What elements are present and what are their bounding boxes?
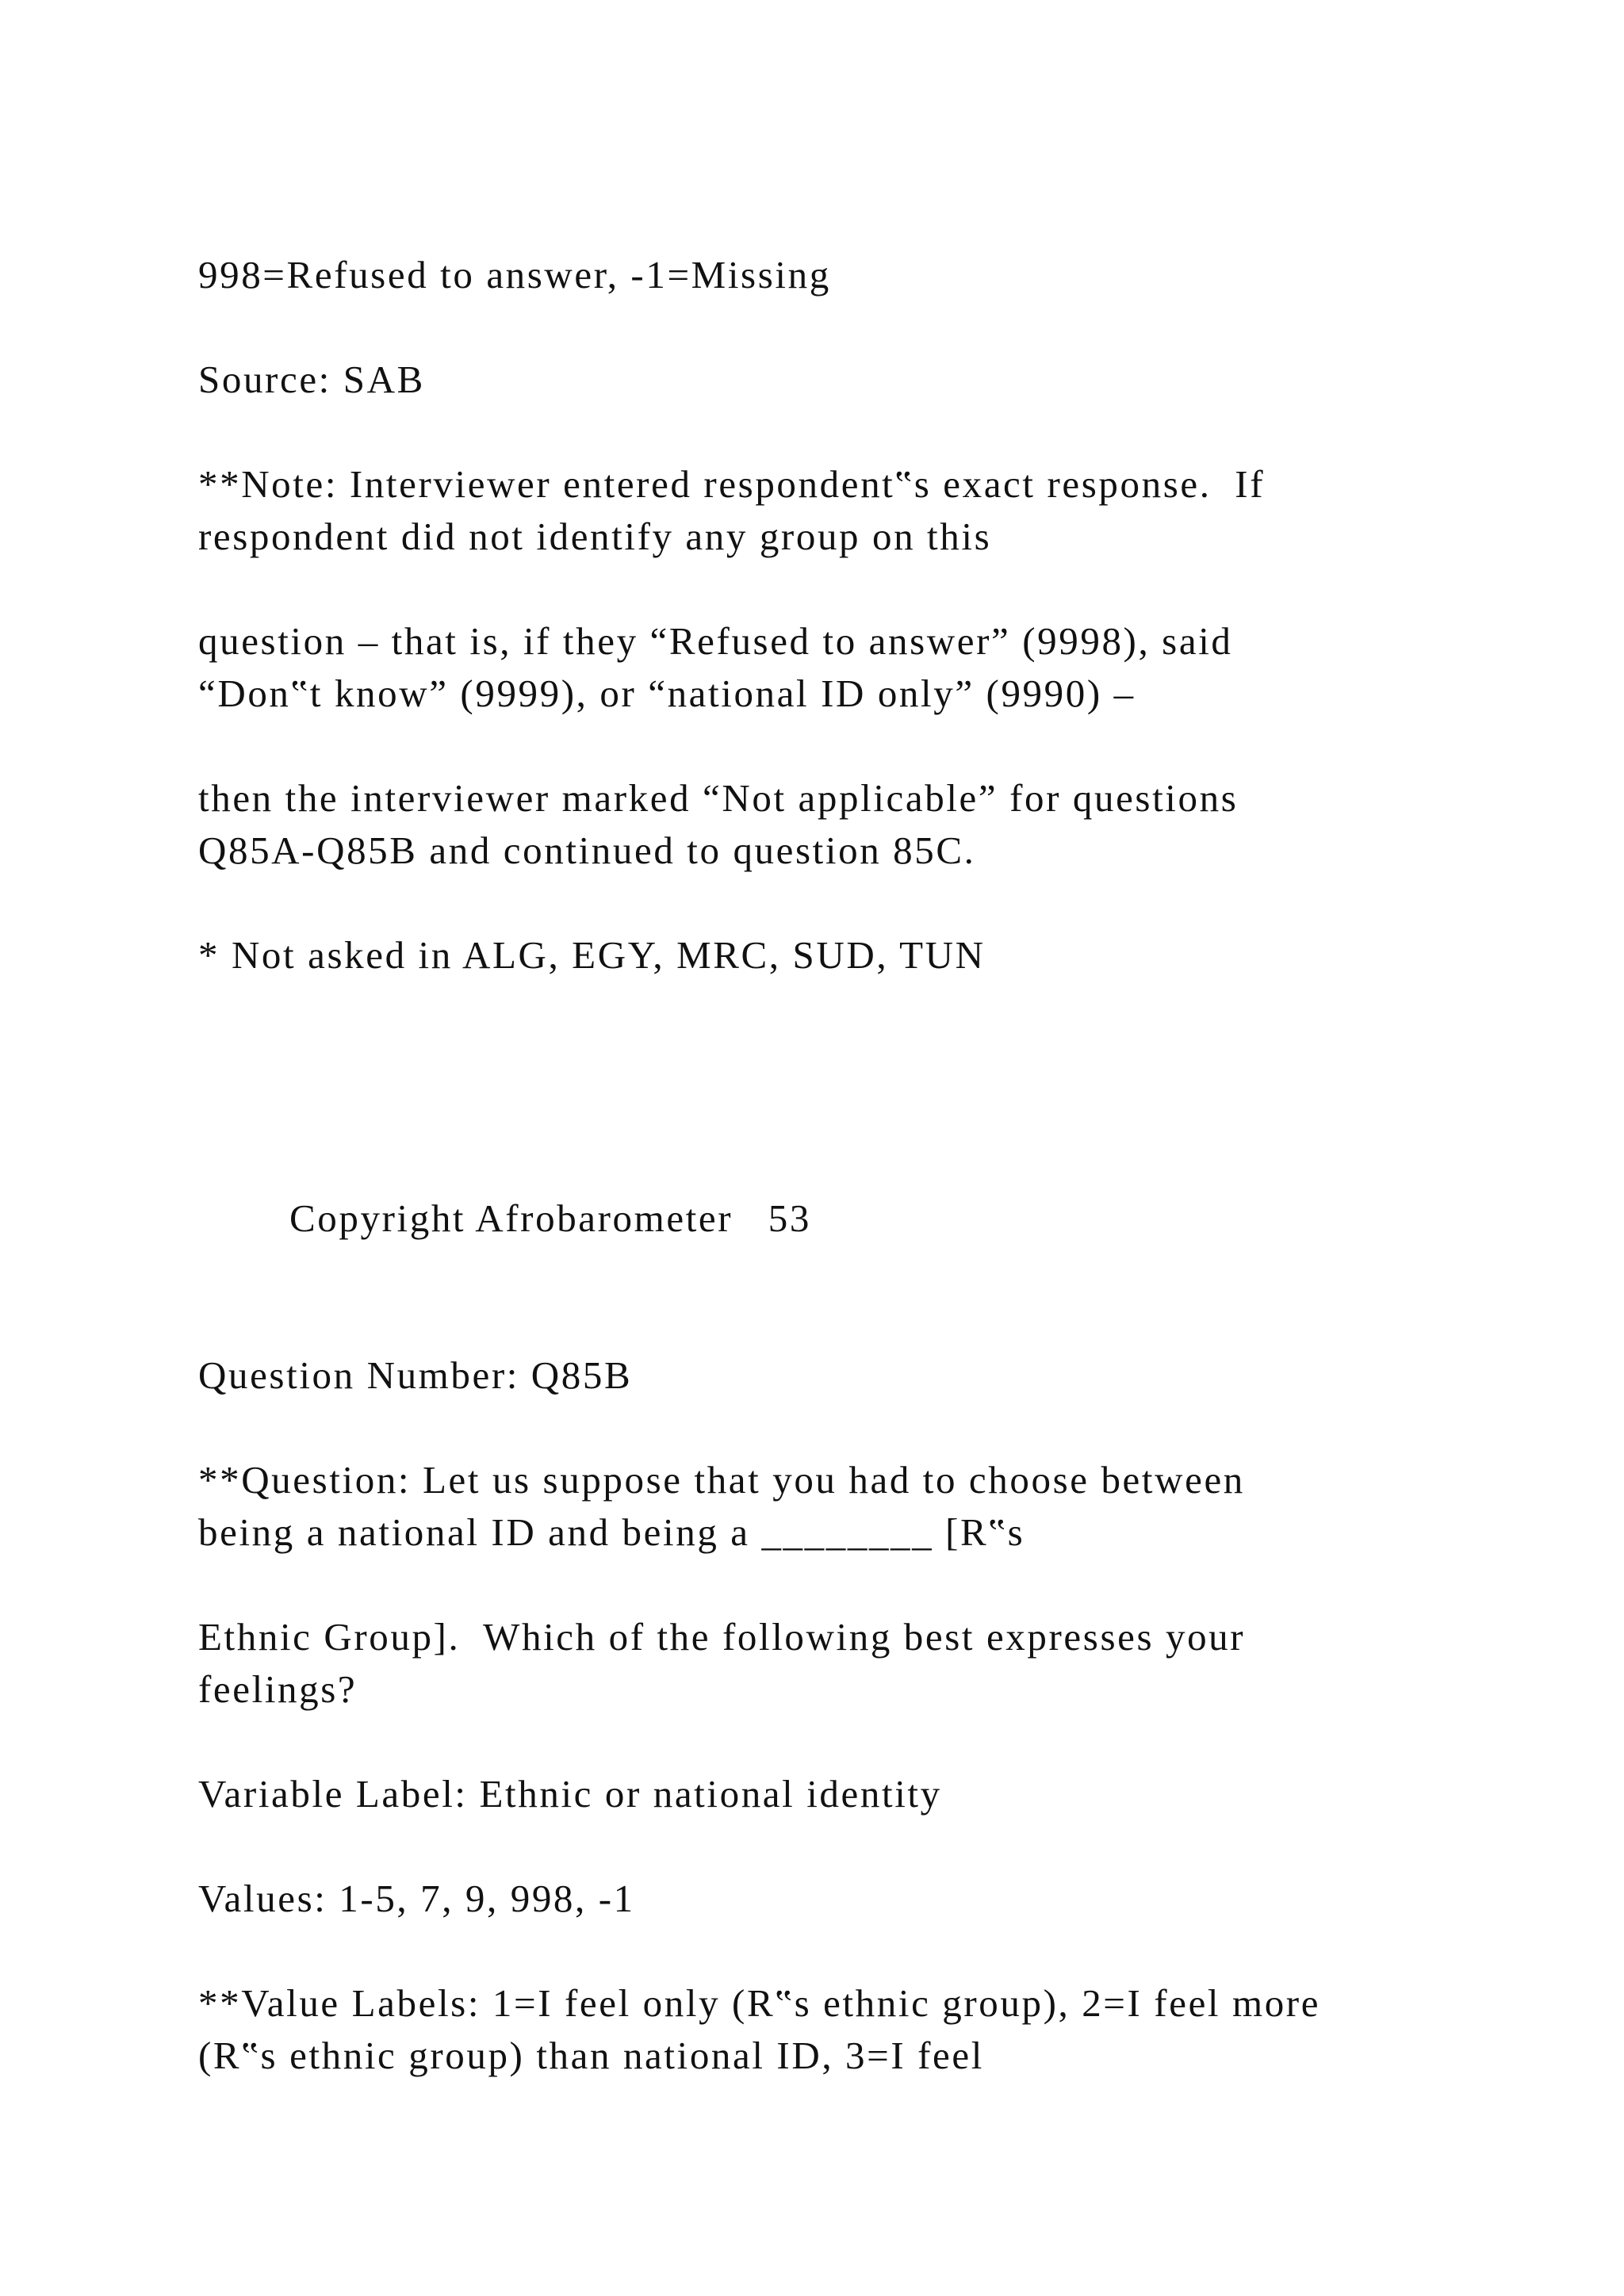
not-asked-line: * Not asked in ALG, EGY, MRC, SUD, TUN bbox=[198, 933, 986, 977]
note-line-6: Q85A-Q85B and continued to question 85C. bbox=[198, 828, 976, 872]
question-line-2: being a national ID and being a ________ [R‟s bbox=[198, 1510, 1025, 1554]
missing-codes-line: 998=Refused to answer, -1=Missing bbox=[198, 253, 831, 297]
value-labels-line-1: **Value Labels: 1=I feel only (R‟s ethnic group), 2=I feel more bbox=[198, 1981, 1321, 2025]
value-labels-line-2: (R‟s ethnic group) than national ID, 3=I feel bbox=[198, 2034, 984, 2077]
question-line-1: **Question: Let us suppose that you had to choose between bbox=[198, 1458, 1245, 1502]
values-line: Values: 1-5, 7, 9, 998, -1 bbox=[198, 1877, 635, 1920]
page-footer: Copyright Afrobarometer 53 bbox=[289, 1196, 811, 1240]
question-number-line: Question Number: Q85B bbox=[198, 1353, 633, 1397]
note-line-3: question – that is, if they “Refused to answer” (9998), said bbox=[198, 619, 1233, 663]
note-line-2: respondent did not identify any group on this bbox=[198, 515, 992, 558]
note-line-5: then the interviewer marked “Not applicable” for questions bbox=[198, 776, 1239, 820]
question-line-4: feelings? bbox=[198, 1667, 358, 1711]
question-line-3: Ethnic Group]. Which of the following best expresses your bbox=[198, 1615, 1246, 1659]
note-line-4: “Don‟t know” (9999), or “national ID only” (9990) – bbox=[198, 672, 1136, 715]
variable-label-line: Variable Label: Ethnic or national identity bbox=[198, 1772, 942, 1816]
note-line-1: **Note: Interviewer entered respondent‟s exact response. If bbox=[198, 462, 1266, 506]
source-line: Source: SAB bbox=[198, 358, 425, 401]
